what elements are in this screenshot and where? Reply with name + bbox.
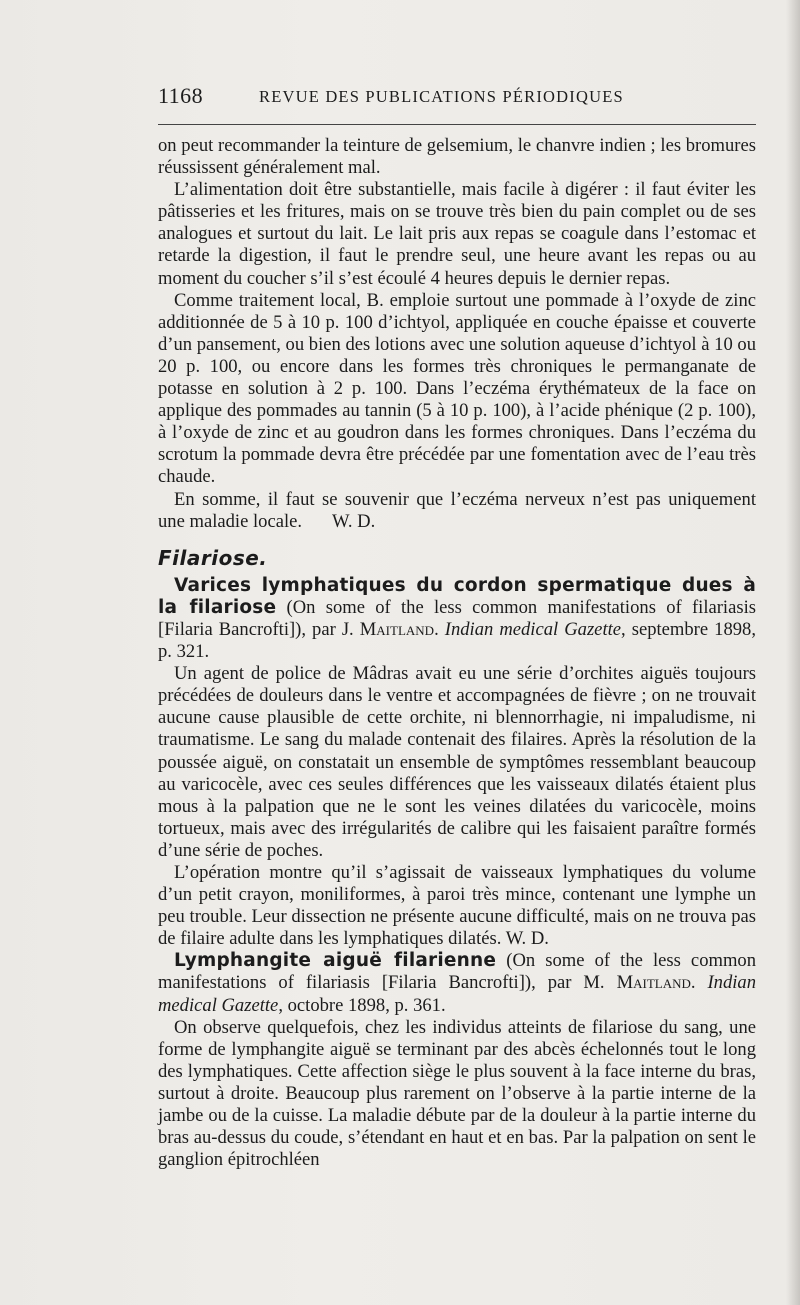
article-title: Varices lymphatiques du cordon spermatique dues à la filariose	[158, 574, 756, 618]
signature: W. D.	[505, 928, 549, 950]
section-title: Filariose.	[158, 545, 268, 570]
page-number: 1168	[158, 83, 204, 108]
page-header	[158, 83, 758, 113]
article-varices-para2	[158, 862, 756, 950]
page-edge-shadow	[786, 0, 800, 1305]
paragraph-conclusion	[158, 489, 756, 533]
paragraph-alimentation: L’alimentation doit être substantielle, mais facile à digérer : il faut éviter les pâtisseries et les fritures, mais on se trouve très bien du pain complet ou de ses analogues et surtout du lait. Le lait pris aux repas se coagule dans l’estomac et retarde la digestion, il faut le prendre seul, une heure avant les repas ou au moment du coucher s’il s’est écoulé 4 heures depuis le dernier repas.	[158, 179, 756, 289]
paragraph-traitement-local: Comme traitement local, B. emploie surtout une pommade à l’oxyde de zinc additionnée de 5 à 10 p. 100 d’ichtyol, appliquée en couche épaisse et couverte d’un pansement, ou bien des lotions avec une solution aqueuse d’ichtyol à 10 ou 20 p. 100, ou encore dans les formes très chroniques le permanganate de potasse en solution à 2 p. 100. Dans l’eczéma érythémateux de la face on applique des pommades au tannin (5 à 10 p. 100), à l’acide phénique (2 p. 100), à l’oxyde de zinc et au goudron dans les formes chroniques. Dans l’eczéma du scrotum la pommade devra être précédée par une fomentation avec de l’eau très chaude.	[158, 289, 756, 488]
article-author: Maitland	[616, 972, 691, 994]
article-title: Lymphangite aiguë filarienne	[174, 950, 497, 972]
running-title: REVUE DES PUBLICATIONS PÉRIODIQUES	[259, 87, 624, 106]
article-lymphangite-reference: Lymphangite aiguë filarienne (On some of the less common manifestations of filariasis [Filaria Bancrofti]), par M. Maitland. Indian medical Gazette, octobre 1898, p. 361.	[158, 950, 757, 1016]
page-body	[158, 135, 756, 1171]
conclusion-text: En somme, il faut se souvenir que l’eczéma nerveux n’est pas uniquement une maladie locale.	[158, 488, 756, 532]
article-journal: Indian medical Gazette	[444, 618, 622, 640]
article-lymphangite-para1: On observe quelquefois, chez les individus atteints de filariose du sang, une forme de lymphangite aiguë se terminant par des abcès échelonnés tout le long des lymphatiques. Cette affection siège le plus souvent à la face interne du bras, surtout à droite. Beaucoup plus rarement on l’observe à la partie interne de la jambe ou de la cuisse. La maladie débute par de la douleur à la partie interne du bras au-dessus du coude, s’étendant en haut et en bas. Par la palpation on sent le ganglion épitrochléen	[158, 1016, 756, 1171]
article-reference-end: , septembre 1898, p. 321.	[158, 618, 756, 663]
header-rule	[158, 124, 756, 125]
signature: W. D.	[332, 510, 376, 532]
paragraph-continuation: on peut recommander la teinture de gelsemium, le chanvre indien ; les bromures réussissent généralement mal.	[158, 135, 756, 179]
article-reference: (On some of the less common manifestations of filariasis [Filaria Bancrofti]), par J.	[158, 596, 756, 640]
article-reference-end: , octobre 1898, p. 361.	[278, 994, 446, 1016]
article-varices-para2-text: L’opération montre qu’il s’agissait de vaisseaux lymphatiques du volume d’un petit crayon, moniliformes, à paroi très mince, contenant une lymphe un peu trouble. Leur dissection ne présente aucune difficulté, mais on ne trouva pas de filaire adulte dans les lymphatiques dilatés.	[158, 862, 756, 950]
article-varices-para1: Un agent de police de Mâdras avait eu une série d’orchites aiguës toujours précédées de douleurs dans le ventre et accompagnées de fièvre ; on ne trouvait aucune cause plausible de cette orchite, ni blennorrhagie, ni impaludisme, ni traumatisme. Le sang du malade contenait des filaires. Après la résolution de la poussée aiguë, on constatait un ensemble de symptômes ressemblant beaucoup au varicocèle, avec ces seules différences que les vaisseaux dilatés étaient plus mous à la palpation que ne le sont les veines dilatées du varicocèle, moins tortueux, mais avec des irrégularités de calibre qui les faisaient paraître formés d’une série de poches.	[158, 663, 756, 861]
article-author: Maitland	[359, 618, 435, 640]
article-varices-reference: Varices lymphatiques du cordon spermatique dues à la filariose (On some of the less common manifestations of filariasis [Filaria Bancrofti]), par J. Maitland. Indian medical Gazette, septembre 1898, p. 321.	[158, 574, 756, 663]
article-journal: Indian medical Gazette	[158, 972, 757, 1016]
article-reference: (On some of the less common manifestations of filariasis [Filaria Bancrofti]), par M.	[158, 950, 757, 994]
